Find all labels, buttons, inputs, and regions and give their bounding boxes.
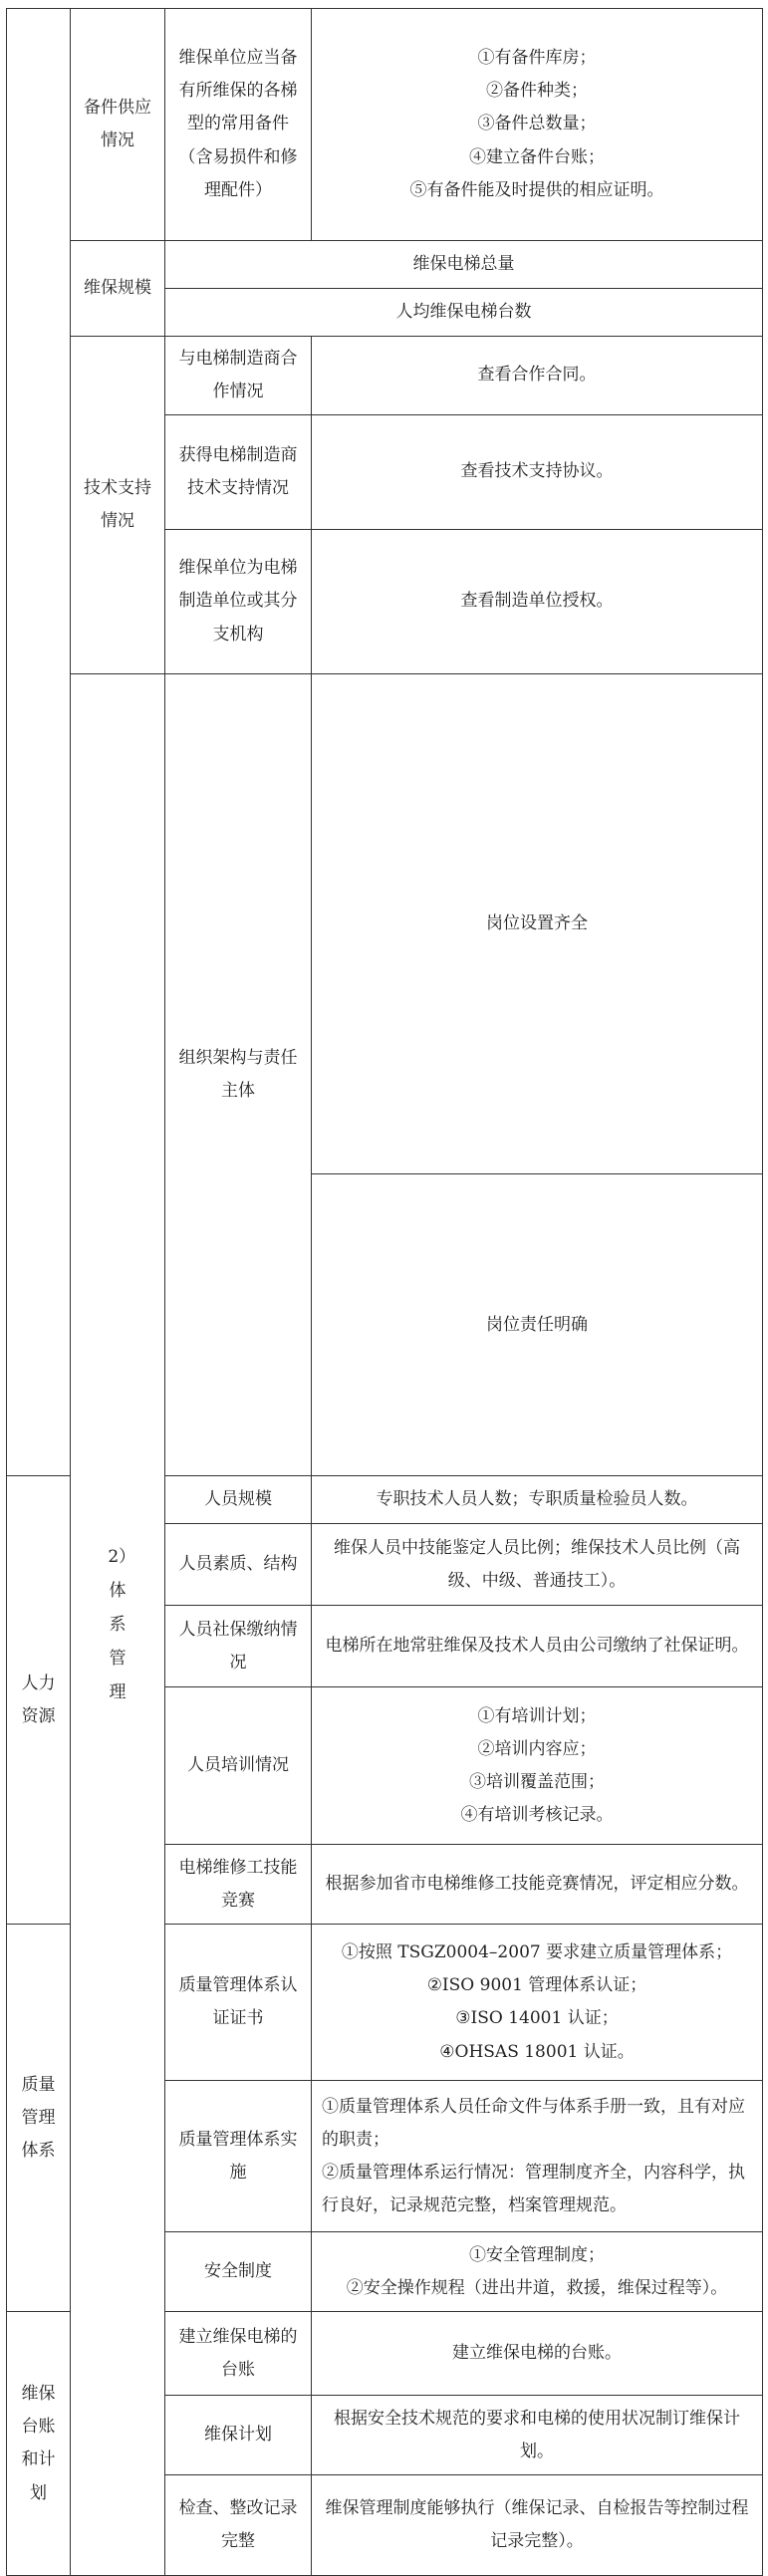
hr-content: 电梯所在地常驻维保及技术人员由公司缴纳了社保证明。: [312, 1606, 763, 1687]
group-org-name: 组织架构与责任主体: [165, 674, 312, 1476]
hr-item: 人员规模: [165, 1476, 312, 1524]
quality-cert-line: ①按照 TSGZ0004–2007 要求建立质量管理体系；: [341, 1942, 733, 1963]
quality-impl-line: ②质量管理体系运行情况：管理制度齐全，内容科学，执行良好，记录规范完整，档案管理规范。: [322, 2162, 745, 2216]
hr-content: 维保人员中技能鉴定人员比例；维保技术人员比例（高级、中级、普通技工）。: [312, 1524, 763, 1606]
section-1-cell: [7, 9, 71, 1476]
quality-item: 质量管理体系认证证书: [165, 1925, 312, 2081]
quality-cert-line: ④OHSAS 18001 认证。: [439, 2041, 635, 2062]
table-row: [7, 337, 763, 415]
tech-item: 维保单位为电梯制造单位或其分支机构: [165, 530, 312, 674]
quality-content: [312, 2232, 763, 2312]
spare-line: ④建立备件台账；: [469, 146, 605, 167]
quality-cert-line: ③ISO 14001 认证；: [455, 2008, 619, 2029]
tech-content: 查看合作合同。: [312, 337, 763, 415]
spare-item: 维保单位应当备有所维保的各梯型的常用备件（含易损件和修理配件）: [165, 9, 312, 241]
spare-line: ③备件总数量；: [477, 114, 597, 134]
quality-content: [312, 1925, 763, 2081]
quality-item: 质量管理体系实施: [165, 2081, 312, 2232]
tech-item: 获得电梯制造商技术支持情况: [165, 415, 312, 530]
quality-content: [312, 2081, 763, 2232]
ledger-item: 检查、整改记录完整: [165, 2475, 312, 2576]
org-item: 岗位责任明确: [312, 1174, 763, 1476]
tech-content: 查看制造单位授权。: [312, 530, 763, 674]
group-quality-name: 质量管理体系: [7, 1925, 71, 2312]
quality-impl-line: ①质量管理体系人员任命文件与体系手册一致，且有对应的职责；: [322, 2096, 745, 2150]
quality-cert-line: ②ISO 9001 管理体系认证；: [426, 1975, 647, 1996]
ledger-item: 建立维保电梯的台账: [165, 2312, 312, 2396]
group-hr-name: 人力资源: [7, 1476, 71, 1925]
group-tech-name: 技术支持情况: [71, 337, 165, 674]
hr-item: 人员素质、结构: [165, 1524, 312, 1606]
hr-item: 人员培训情况: [165, 1687, 312, 1845]
group-spare-name: 备件供应情况: [71, 9, 165, 241]
group-ledger-name: 维保台账和计划: [7, 2312, 71, 2576]
spare-line: ②备件种类；: [486, 81, 588, 102]
hr-item: 电梯维修工技能竞赛: [165, 1845, 312, 1925]
evaluation-table: [6, 8, 763, 2576]
section-2-label-text: 2）体系管理: [108, 1547, 128, 1703]
hr-training-line: ②培训内容应；: [477, 1738, 597, 1759]
hr-training-line: ④有培训考核记录。: [460, 1805, 614, 1826]
scale-row-1: 维保电梯总量: [165, 241, 763, 289]
tech-content: 查看技术支持协议。: [312, 415, 763, 530]
hr-content: [312, 1687, 763, 1845]
hr-training-line: ③培训覆盖范围；: [469, 1771, 605, 1792]
hr-training-line: ①有培训计划；: [477, 1705, 597, 1726]
ledger-content: 根据安全技术规范的要求和电梯的使用状况制订维保计划。: [312, 2396, 763, 2475]
scale-row-2: 人均维保电梯台数: [165, 289, 763, 337]
quality-item: 安全制度: [165, 2232, 312, 2312]
safety-line: ②安全操作规程（进出井道，救援，维保过程等）。: [346, 2277, 728, 2298]
section-2-label: [71, 674, 165, 2576]
table-row: [7, 241, 763, 289]
ledger-content: 建立维保电梯的台账。: [312, 2312, 763, 2396]
ledger-item: 维保计划: [165, 2396, 312, 2475]
spare-line: ⑤有备件能及时提供的相应证明。: [409, 179, 664, 200]
group-scale-name: 维保规模: [71, 241, 165, 337]
org-item: 岗位设置齐全: [312, 674, 763, 1174]
hr-content: 专职技术人员人数；专职质量检验员人数。: [312, 1476, 763, 1524]
hr-item: 人员社保缴纳情况: [165, 1606, 312, 1687]
spare-content: [312, 9, 763, 241]
tech-item: 与电梯制造商合作情况: [165, 337, 312, 415]
safety-line: ①安全管理制度；: [469, 2244, 605, 2265]
table-row: [7, 9, 763, 241]
table-row: [7, 674, 763, 1174]
ledger-content: 维保管理制度能够执行（维保记录、自检报告等控制过程记录完整）。: [312, 2475, 763, 2576]
hr-content: 根据参加省市电梯维修工技能竞赛情况，评定相应分数。: [312, 1845, 763, 1925]
spare-line: ①有备件库房；: [477, 48, 597, 69]
